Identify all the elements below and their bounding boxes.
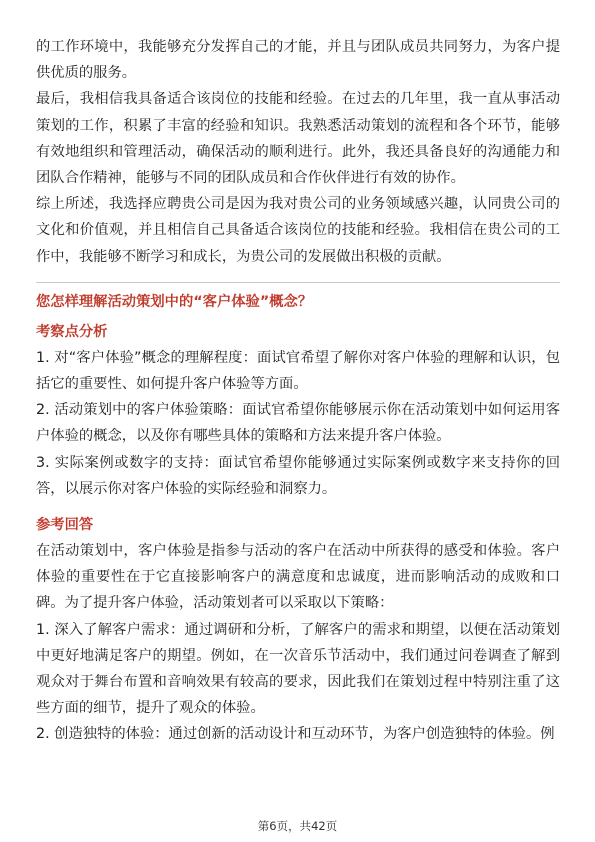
intro-paragraph-2: 最后，我相信我具备适合该岗位的技能和经验。在过去的几年里，我一直从事活动策划的工作，积累了丰富的经验和知识。我熟悉活动策划的流程和各个环节，能够有效地组织和管理活动，确保活动的顺利进行。此外，我还具备良好的沟通能力和团队合作精神，能够与不同的团队成员和合作伙伴进行有效的协作。 <box>36 91 560 187</box>
analysis-item-3: 3. 实际案例或数字的支持：面试官希望你能够通过实际案例或数字来支持你的回答，以展示你对客户体验的实际经验和洞察力。 <box>36 454 560 497</box>
analysis-item-1: 1. 对“客户体验”概念的理解程度：面试官希望了解你对客户体验的理解和认识，包括它的重要性、如何提升客户体验等方面。 <box>36 349 560 393</box>
intro-paragraph-1: 的工作环境中，我能够充分发挥自己的才能，并且与团队成员共同努力，为客户提供优质的服务。 <box>36 39 560 82</box>
answer-paragraph-3: 2. 创造独特的体验：通过创新的活动设计和互动环节，为客户创造独特的体验。例 <box>36 726 555 743</box>
intro-paragraph-3: 综上所述，我选择应聘贵公司是因为我对贵公司的业务领域感兴趣，认同贵公司的文化和价值观，并且相信自己具备适合该岗位的技能和经验。我相信在贵公司的工作中，我能够不断学习和成长，为贵公司的发展做出积极的贡献。 <box>36 196 560 265</box>
analysis-heading: 考察点分析 <box>36 323 108 340</box>
answer-heading: 参考回答 <box>36 517 94 534</box>
question-heading: 您怎样理解活动策划中的“客户体验”概念？ <box>36 293 313 310</box>
answer-paragraph-2: 1. 深入了解客户需求：通过调研和分析，了解客户的需求和期望，以便在活动策划中更好地满足客户的期望。例如，在一次音乐节活动中，我们通过问卷调查了解到观众对于舞台布置和音响效果有较高的要求，因此我们在策划过程中特别注重了这些方面的细节，提升了观众的体验。 <box>36 621 560 717</box>
analysis-item-2: 2. 活动策划中的客户体验策略：面试官希望你能够展示你在活动策划中如何运用客户体验的概念，以及你有哪些具体的策略和方法来提升客户体验。 <box>36 402 560 445</box>
page-content <box>36 34 560 748</box>
page-number: 第6页，共42页 <box>257 819 338 833</box>
section-divider <box>36 282 560 283</box>
answer-paragraph-1: 在活动策划中，客户体验是指参与活动的客户在活动中所获得的感受和体验。客户体验的重要性在于它直接影响客户的满意度和忠诚度，进而影响活动的成败和口碑。为了提升客户体验，活动策划者可以采取以下策略： <box>36 543 560 612</box>
